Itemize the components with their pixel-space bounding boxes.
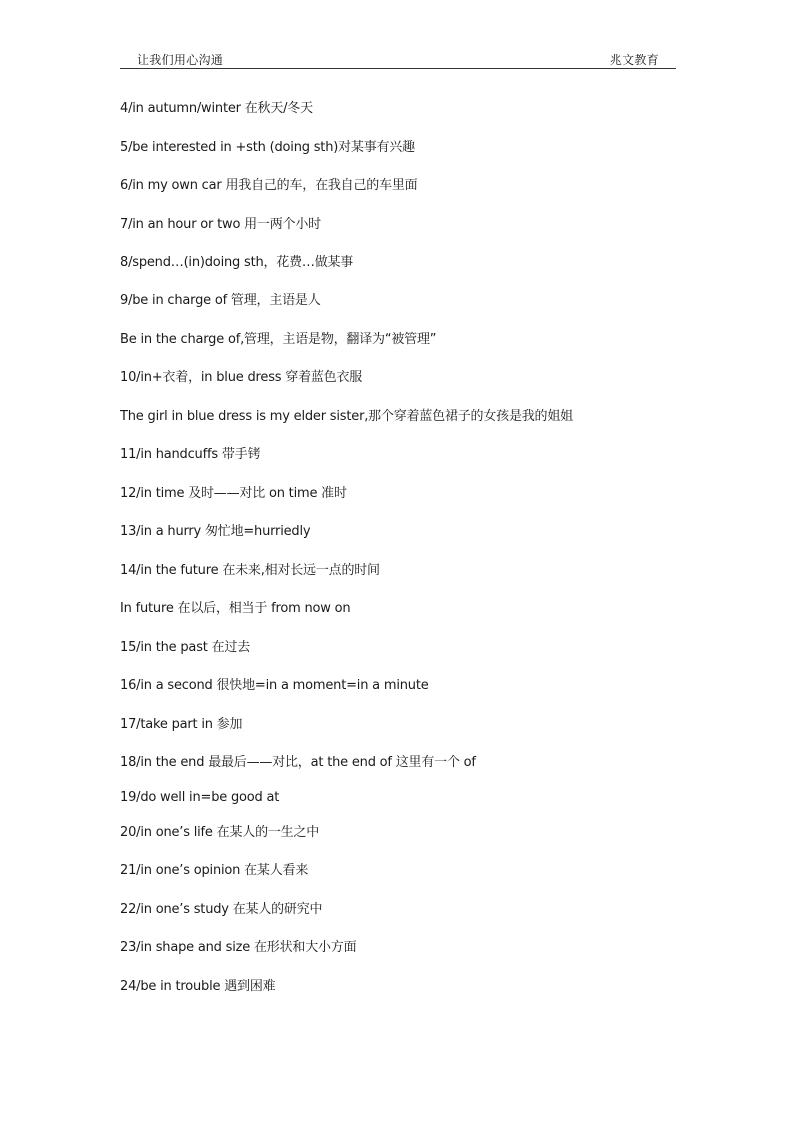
phrase-entry: 24/be in trouble 遇到困难 bbox=[120, 979, 276, 994]
phrase-entry: 5/be interested in +sth (doing sth)对某事有兴趣 bbox=[120, 140, 415, 155]
phrase-entry: 21/in one’s opinion 在某人看来 bbox=[120, 863, 309, 878]
phrase-entry: 4/in autumn/winter 在秋天/冬天 bbox=[120, 101, 313, 116]
page-header bbox=[120, 48, 676, 69]
phrase-entry: 19/do well in=be good at bbox=[120, 790, 280, 805]
phrase-entry: 22/in one’s study 在某人的研究中 bbox=[120, 902, 323, 917]
header-organization: 兆文教育 bbox=[609, 53, 659, 67]
phrase-entry: 15/in the past 在过去 bbox=[120, 640, 250, 655]
phrase-entry: 17/take part in 参加 bbox=[120, 717, 243, 732]
phrase-entry: 12/in time 及时——对比 on time 准时 bbox=[120, 486, 347, 501]
phrase-entry: 8/spend…(in)doing sth，花费…做某事 bbox=[120, 255, 354, 270]
phrase-entry: 23/in shape and size 在形状和大小方面 bbox=[120, 940, 357, 955]
phrase-entry: 20/in one’s life 在某人的一生之中 bbox=[120, 825, 320, 840]
phrase-entry: 7/in an hour or two 用一两个小时 bbox=[120, 217, 321, 232]
phrase-entry: The girl in blue dress is my elder sister,那个穿着蓝色裙子的女孩是我的姐姐 bbox=[120, 409, 573, 424]
phrase-entry: 13/in a hurry 匆忙地=hurriedly bbox=[120, 524, 311, 539]
phrase-entry: 18/in the end 最最后——对比，at the end of 这里有一个 of bbox=[120, 755, 476, 770]
phrase-entry: 6/in my own car 用我自己的车，在我自己的车里面 bbox=[120, 178, 418, 193]
phrase-entry: 9/be in charge of 管理，主语是人 bbox=[120, 293, 321, 308]
phrase-entry: In future 在以后，相当于 from now on bbox=[120, 601, 351, 616]
phrase-entry: Be in the charge of,管理，主语是物，翻译为“被管理” bbox=[120, 332, 437, 347]
phrase-entry: 11/in handcuffs 带手铐 bbox=[120, 447, 261, 462]
phrase-entry: 10/in+衣着，in blue dress 穿着蓝色衣服 bbox=[120, 370, 363, 385]
header-slogan: 让我们用心沟通 bbox=[137, 53, 224, 67]
phrase-entry: 14/in the future 在未来,相对长远一点的时间 bbox=[120, 563, 380, 578]
phrase-entry: 16/in a second 很快地=in a moment=in a minute bbox=[120, 678, 429, 693]
